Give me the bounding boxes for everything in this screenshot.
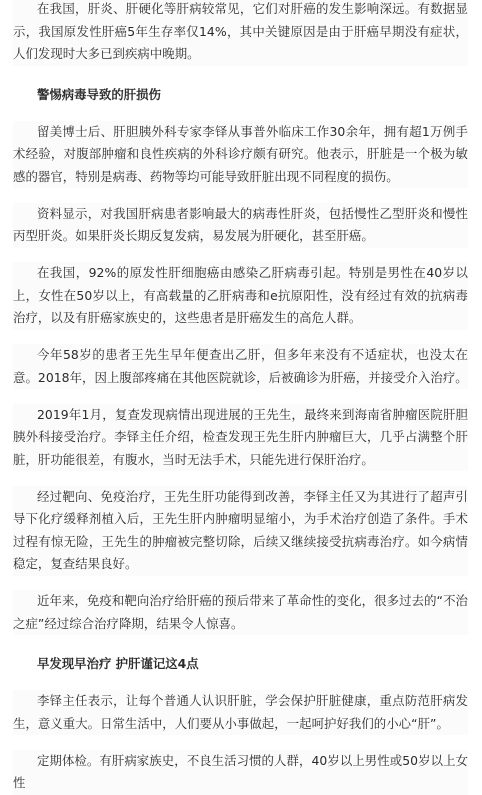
- paragraph-intro: 在我国，肝炎、肝硬化等肝病较常见，它们对肝癌的发生影响深远。有数据显示，我国原发性肝癌5年生存率仅14%，其中关键原因是由于肝癌早期没有症状，人们发现时大多已到疾病中晚期。: [13, 0, 468, 66]
- paragraph-risk-groups: 在我国，92%的原发性肝细胞癌由感染乙肝病毒引起。特别是男性在40岁以上，女性在50岁以上，有高载量的乙肝病毒和e抗原阳性，没有经过有效的抗病毒治疗，以及有肝癌家族史的，这些患者是肝癌发生的高危人群。: [13, 262, 468, 330]
- paragraph-protect-liver: 李铎主任表示，让每个普通人认识肝脏，学会保护肝脏健康，重点防范肝病发生，意义重大。日常生活中，人们要从小事做起，一起呵护好我们的小心“肝”。: [13, 690, 468, 735]
- section-heading-virus: 警惕病毒导致的肝损伤: [37, 86, 161, 102]
- paragraph-patient-case: 今年58岁的患者王先生早年便查出乙肝，但多年来没有不适症状，也没太在意。2018年，因上腹部疼痛在其他医院就诊，后被确诊为肝癌，并接受介入治疗。: [13, 344, 468, 389]
- section-heading-prevention: 早发现早治疗 护肝谨记这4点: [37, 656, 199, 671]
- paragraph-hepatitis: 资料显示，对我国肝病患者影响最大的病毒性肝炎，包括慢性乙型肝炎和慢性丙型肝炎。如果肝炎长期反复发病，易发展为肝硬化，甚至肝癌。: [13, 203, 468, 248]
- paragraph-treatment: 2019年1月，复查发现病情出现进展的王先生，最终来到海南省肿瘤医院肝胆胰外科接受治疗。李铎主任介绍，检查发现王先生肝内肿瘤巨大，几乎占满整个肝脏，肝功能很差，有腹水，当时无法手术，只能先进行保肝治疗。: [13, 404, 468, 472]
- paragraph-surgery: 经过靶向、免疫治疗，王先生肝功能得到改善，李铎主任又为其进行了超声引导下化疗缓释剂植入后，王先生肝内肿瘤明显缩小，为手术治疗创造了条件。手术过程有惊无险，王先生的肿瘤被完整切除，后续又继续接受抗病毒治疗。如今病情稳定，复查结果良好。: [13, 486, 468, 576]
- paragraph-immunotherapy: 近年来，免疫和靶向治疗给肝癌的预后带来了革命性的变化，很多过去的“不治之症”经过综合治疗降期，结果令人惊喜。: [13, 590, 468, 635]
- paragraph-expert: 留美博士后、肝胆胰外科专家李铎从事普外临床工作30余年，拥有超1万例手术经验，对腹部肿瘤和良性疾病的外科诊疗颇有研究。他表示，肝脏是一个极为敏感的器官，特别是病毒、药物等均可能导致肝脏出现不同程度的损伤。: [13, 121, 468, 189]
- paragraph-checkup: 定期体检。有肝病家族史，不良生活习惯的人群，40岁以上男性或50岁以上女性: [13, 750, 468, 795]
